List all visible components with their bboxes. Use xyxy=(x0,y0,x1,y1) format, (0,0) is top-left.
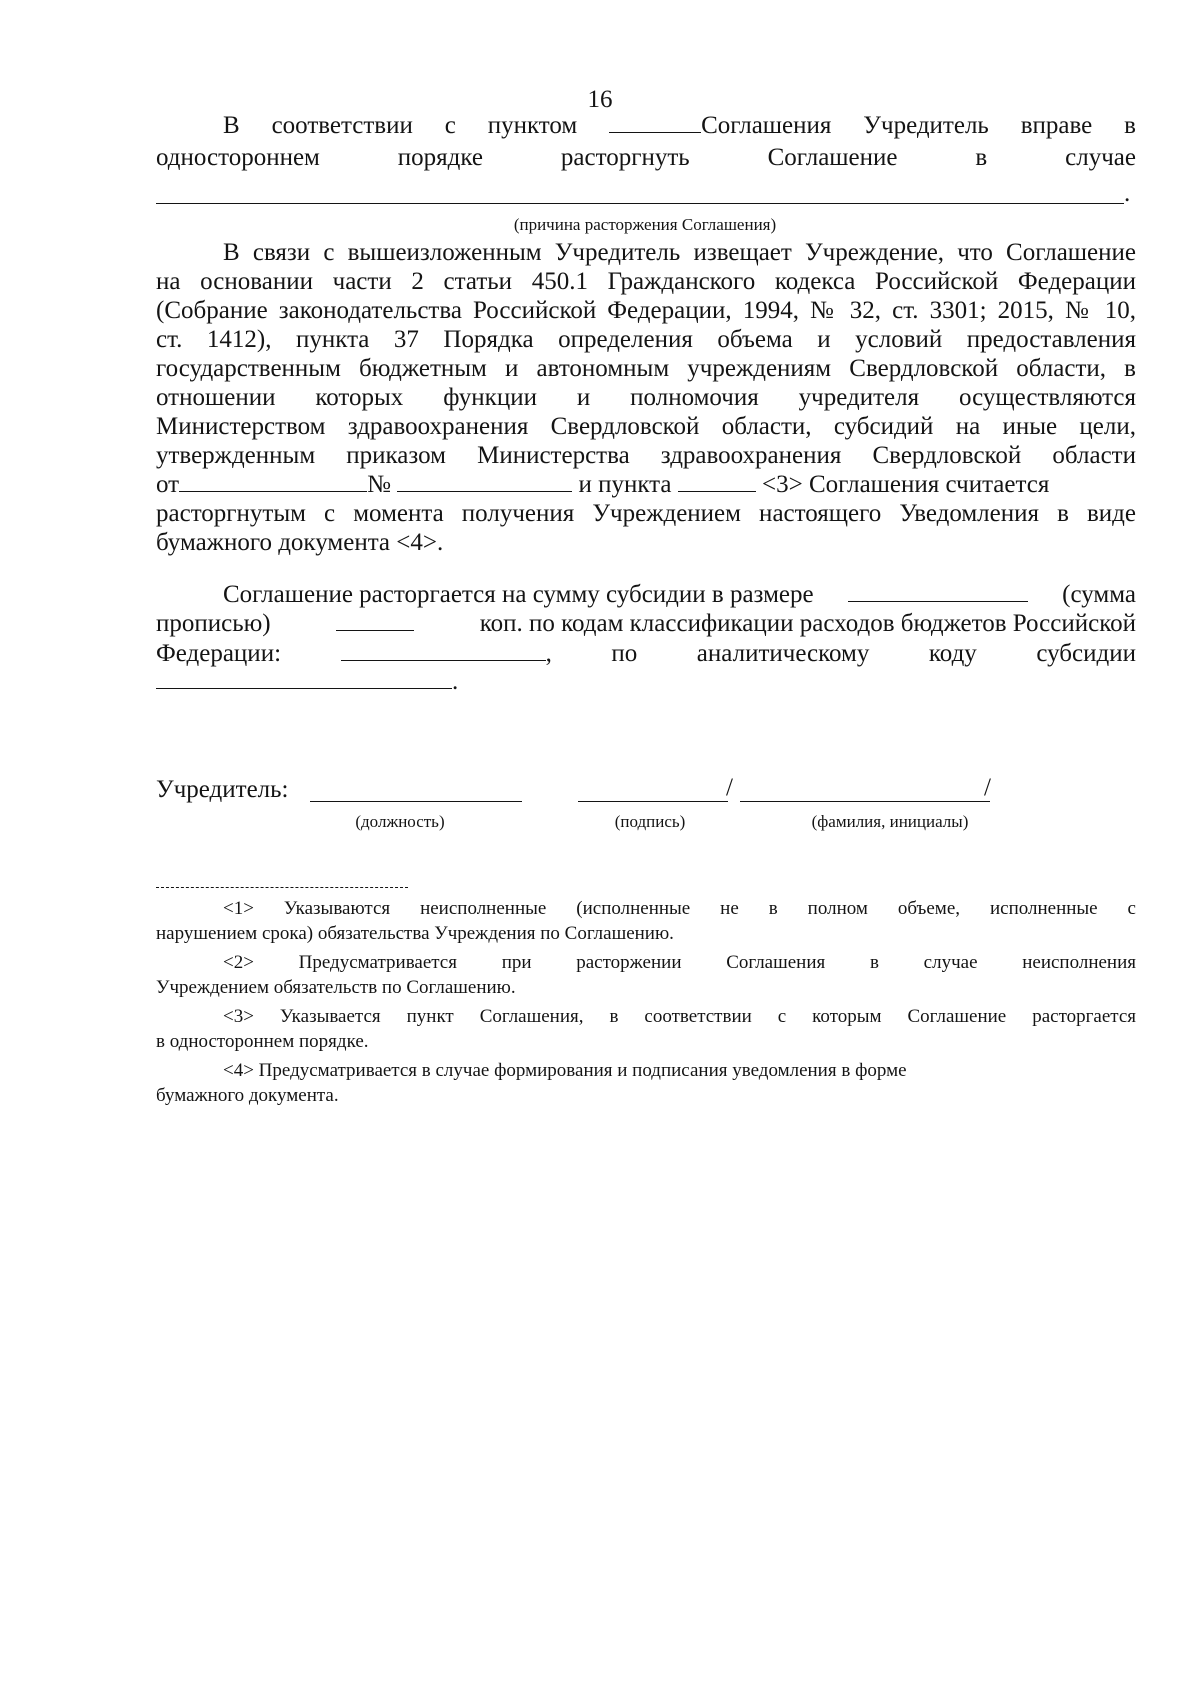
word: и пункта xyxy=(578,471,672,498)
clause-number-blank-group xyxy=(609,112,831,140)
word: Федерации: xyxy=(156,640,282,667)
word: одностороннем xyxy=(156,144,320,171)
footnote-separator xyxy=(156,887,408,888)
footnotes xyxy=(156,896,1136,1108)
word: Соглашения xyxy=(701,112,832,139)
paragraph-2-line: на основании части 2 статьи 450.1 Гражданского кодекса Российской Федерации xyxy=(156,268,1136,295)
slash: / xyxy=(984,774,991,801)
paragraph-3-line-4 xyxy=(156,668,458,696)
name-caption: (фамилия, инициалы) xyxy=(811,812,969,831)
termination-reason-caption: (причина расторжения Соглашения) xyxy=(513,215,777,234)
word: Соглашение расторгается на сумму субсидии в размере xyxy=(223,581,814,608)
paragraph-2-line: бумажного документа <4>. xyxy=(156,529,444,556)
signature-caption: (подпись) xyxy=(614,812,686,831)
word: пунктом xyxy=(487,112,578,139)
footnote-3-line-2: в одностороннем порядке. xyxy=(156,1031,369,1052)
order-number-blank xyxy=(397,491,572,492)
position-caption: (должность) xyxy=(355,812,445,831)
clause-number-blank xyxy=(609,132,701,133)
analytic-code-blank xyxy=(156,688,452,689)
word: коп. по кодам классификации расходов бюджетов Российской xyxy=(479,610,1136,637)
word: в xyxy=(975,144,988,171)
budget-code-group xyxy=(341,640,552,668)
word: коду xyxy=(928,640,977,667)
page-number: 16 xyxy=(587,86,613,113)
paragraph-2-line: государственным бюджетным и автономным учреждениям Свердловской области, в xyxy=(156,355,1136,382)
signature-line xyxy=(578,801,728,802)
paragraph-2-line: расторгнутым с момента получения Учреждением настоящего Уведомления в виде xyxy=(156,500,1136,527)
word: порядке xyxy=(397,144,483,171)
paragraph-2-line-order-details xyxy=(156,470,1136,499)
paragraph-1-line-2 xyxy=(156,144,1136,172)
word: прописью) xyxy=(156,610,271,637)
name-line xyxy=(740,801,990,802)
word: вправе xyxy=(1020,112,1093,139)
paragraph-2-line: отношении которых функции и полномочия учредителя осуществляются xyxy=(156,384,1136,411)
paragraph-2-line: В связи с вышеизложенным Учредитель извещает Учреждение, что Соглашение xyxy=(223,239,1136,266)
paragraph-3-line-1 xyxy=(223,581,1136,609)
footnote-1-line-2: нарушением срока) обязательства Учреждения по Соглашению. xyxy=(156,923,674,944)
word: <3> Соглашения считается xyxy=(762,471,1050,498)
order-date-group xyxy=(156,471,391,498)
footnote-2-line-1 xyxy=(156,950,1136,975)
word: расторгнуть xyxy=(560,144,690,171)
word: аналитическому xyxy=(696,640,870,667)
word: с xyxy=(444,112,456,139)
termination-reason-blank xyxy=(156,203,1124,204)
paragraph-3-line-2 xyxy=(156,610,1136,638)
paragraph-2 xyxy=(156,238,1136,557)
word: (сумма xyxy=(1062,581,1136,608)
subsidy-amount-blank xyxy=(848,601,1028,602)
word: Соглашение xyxy=(767,144,898,171)
footnote-3-line-1 xyxy=(156,1004,1136,1029)
order-date-blank xyxy=(179,491,367,492)
budget-code-blank xyxy=(341,660,546,661)
paragraph-2-line: Министерством здравоохранения Свердловской области, субсидий на иные цели, xyxy=(156,413,1136,440)
word: случае xyxy=(1065,144,1136,171)
period: . xyxy=(452,668,459,695)
paragraph-2-line: ст. 1412), пункта 37 Порядка определения объема и условий предоставления xyxy=(156,326,1136,353)
word: в xyxy=(1124,112,1136,139)
word: субсидии xyxy=(1036,640,1136,667)
footnote-1-line-1 xyxy=(156,896,1136,921)
footnote-2-line-2: Учреждением обязательств по Соглашению. xyxy=(156,977,516,998)
comma: , xyxy=(545,640,552,667)
word: от xyxy=(156,471,180,498)
footnote-text: <1> Указываются неисполненные (исполненные не в полном объеме, исполненные с xyxy=(223,898,1136,919)
slash: / xyxy=(726,774,733,801)
period: . xyxy=(1124,180,1131,207)
paragraph-2-line: утвержденным приказом Министерства здравоохранения Свердловской области xyxy=(156,442,1136,469)
footnote-4-line-1: <4> Предусматривается в случае формирования и подписания уведомления в форме xyxy=(223,1060,907,1081)
word: соответствии xyxy=(271,112,413,139)
footnote-text: <3> Указывается пункт Соглашения, в соответствии с которым Соглашение расторгается xyxy=(223,1006,1136,1027)
word: Учредитель xyxy=(863,112,989,139)
kopecks-blank xyxy=(336,630,414,631)
footnote-text: <2> Предусматривается при расторжении Соглашения в случае неисполнения xyxy=(223,952,1136,973)
paragraph-3-line-3 xyxy=(156,640,1136,668)
footnote-4-line-2: бумажного документа. xyxy=(156,1085,339,1106)
word: по xyxy=(611,640,638,667)
position-line xyxy=(310,801,522,802)
number-sign: № xyxy=(367,471,391,498)
paragraph-2-line: (Собрание законодательства Российской Федерации, 1994, № 32, ст. 3301; 2015, № 10, xyxy=(156,297,1136,324)
paragraph-1-line-1 xyxy=(223,112,1136,140)
clause-number-blank xyxy=(678,491,756,492)
founder-label: Учредитель: xyxy=(156,776,289,803)
word: В xyxy=(223,112,240,139)
